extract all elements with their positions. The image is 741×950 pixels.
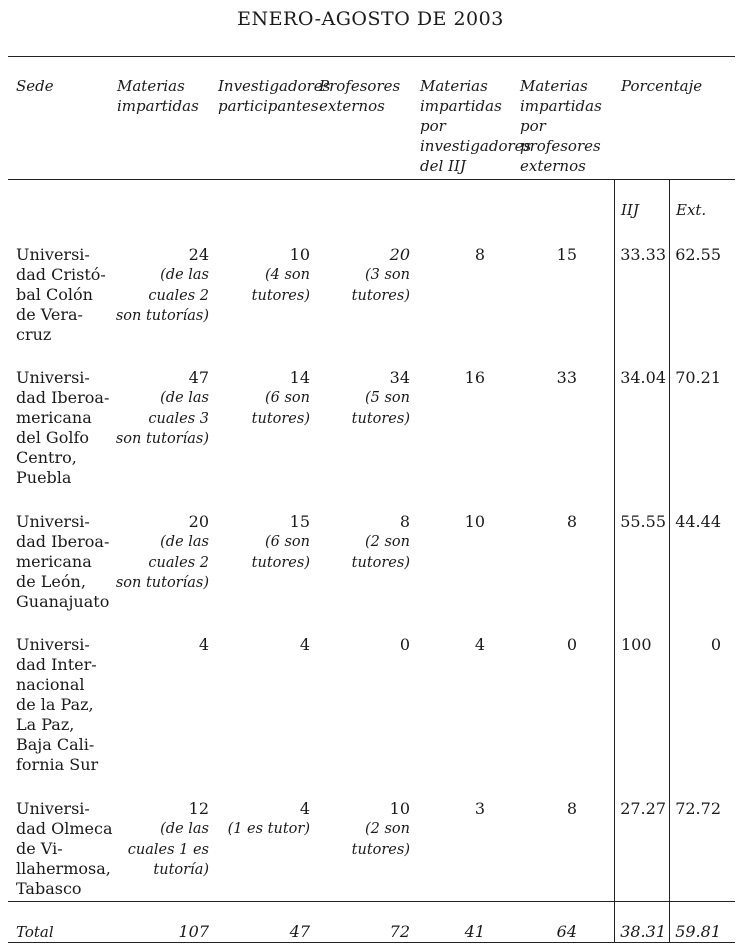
iij-pct-cell: 27.27 (620, 799, 666, 818)
profesores-value: 0 (399, 635, 410, 654)
sede-cell: Universi- dad Cristó- bal Colón de Vera- cruz (16, 245, 106, 344)
profesores-cell (310, 368, 410, 429)
mat-iij-cell: 4 (474, 635, 485, 654)
total-iij: 38.31 (620, 922, 666, 941)
investigadores-note: (4 son tutores) (251, 267, 310, 304)
bottom-rule (8, 942, 735, 943)
iij-pct-cell: 100 (621, 635, 652, 654)
materias-cell (110, 245, 209, 327)
total-profesores: 72 (389, 922, 410, 941)
investigadores-cell (210, 512, 310, 573)
materias-note: (de las cuales 2 son tutorías) (115, 534, 209, 591)
total-mat-ext: 64 (556, 922, 577, 941)
materias-cell (110, 799, 209, 881)
investigadores-value: 4 (299, 635, 310, 654)
materias-note: (de las cuales 3 son tutorías) (115, 390, 209, 447)
iij-pct-cell: 33.33 (620, 245, 666, 264)
sede-cell: Universi- dad Iberoa- mericana del Golfo Centro, Puebla (16, 368, 110, 487)
header-materias-iij: Materias impartidas por investigadores del IIJ (420, 77, 532, 175)
investigadores-cell (210, 799, 310, 840)
investigadores-value: 14 (289, 368, 310, 387)
porcentaje-left-rule (614, 179, 615, 942)
total-materias: 107 (178, 922, 209, 941)
materias-value: 24 (188, 245, 209, 264)
header-iij: IIJ (621, 201, 639, 219)
sede-cell: Universi- dad Iberoa- mericana de León, Guanajuato (16, 512, 110, 611)
total-mat-iij: 41 (464, 922, 485, 941)
ext-pct-cell: 70.21 (675, 368, 721, 387)
materias-value: 4 (198, 635, 209, 654)
header-investigadores: Investigadores participantes (218, 77, 331, 115)
investigadores-note: (6 son tutores) (251, 534, 310, 571)
porcentaje-mid-rule (669, 179, 670, 942)
total-rule (8, 901, 735, 902)
investigadores-cell (210, 635, 310, 655)
mat-ext-cell: 33 (556, 368, 577, 387)
materias-note: (de las cuales 2 son tutorías) (115, 267, 209, 324)
investigadores-value: 10 (289, 245, 310, 264)
header-rule (8, 179, 735, 180)
mat-ext-cell: 15 (556, 245, 577, 264)
profesores-cell (310, 245, 410, 306)
materias-value: 12 (188, 799, 209, 818)
sede-cell: Universi- dad Inter- nacional de la Paz, La Paz, Baja Cali- fornia Sur (16, 635, 99, 774)
header-sede: Sede (16, 77, 54, 95)
materias-cell (110, 635, 209, 655)
ext-pct-cell: 44.44 (675, 512, 721, 531)
iij-pct-cell: 55.55 (620, 512, 666, 531)
table-title: ENERO-AGOSTO DE 2003 (237, 8, 504, 30)
materias-cell (110, 368, 209, 450)
profesores-value: 20 (389, 245, 410, 264)
mat-iij-cell: 16 (464, 368, 485, 387)
investigadores-cell (210, 245, 310, 306)
materias-value: 47 (188, 368, 209, 387)
profesores-note: (5 son tutores) (351, 390, 410, 427)
materias-cell (110, 512, 209, 594)
mat-iij-cell: 8 (474, 245, 485, 264)
investigadores-cell (210, 368, 310, 429)
investigadores-value: 15 (289, 512, 310, 531)
sede-cell: Universi- dad Olmeca de Vi- llahermosa, Tabasco (16, 799, 113, 898)
header-materias-ext: Materias impartidas por profesores externos (520, 77, 602, 175)
investigadores-note: (6 son tutores) (251, 390, 310, 427)
investigadores-note: (1 es tutor) (227, 821, 310, 837)
profesores-value: 8 (399, 512, 410, 531)
profesores-cell (310, 799, 410, 860)
header-porcentaje: Porcentaje (621, 77, 703, 95)
mat-iij-cell: 10 (464, 512, 485, 531)
total-ext: 59.81 (675, 922, 721, 941)
mat-ext-cell: 8 (566, 799, 577, 818)
total-investigadores: 47 (289, 922, 310, 941)
profesores-cell (310, 512, 410, 573)
ext-pct-cell: 72.72 (675, 799, 721, 818)
iij-pct-cell: 34.04 (620, 368, 666, 387)
header-ext: Ext. (676, 201, 707, 219)
top-rule (8, 56, 735, 57)
mat-ext-cell: 0 (566, 635, 577, 654)
materias-note: (de las cuales 1 es tutoría) (127, 821, 209, 878)
profesores-value: 34 (389, 368, 410, 387)
ext-pct-cell: 62.55 (675, 245, 721, 264)
header-profesores: Profesores externos (319, 77, 401, 115)
profesores-note: (2 son tutores) (351, 821, 410, 858)
materias-value: 20 (188, 512, 209, 531)
investigadores-value: 4 (299, 799, 310, 818)
ext-pct-cell: 0 (710, 635, 721, 654)
header-materias: Materias impartidas (117, 77, 199, 115)
profesores-note: (2 son tutores) (351, 534, 410, 571)
total-label: Total (16, 923, 54, 941)
profesores-cell (310, 635, 410, 655)
mat-iij-cell: 3 (474, 799, 485, 818)
mat-ext-cell: 8 (566, 512, 577, 531)
profesores-value: 10 (389, 799, 410, 818)
profesores-note: (3 son tutores) (351, 267, 410, 304)
